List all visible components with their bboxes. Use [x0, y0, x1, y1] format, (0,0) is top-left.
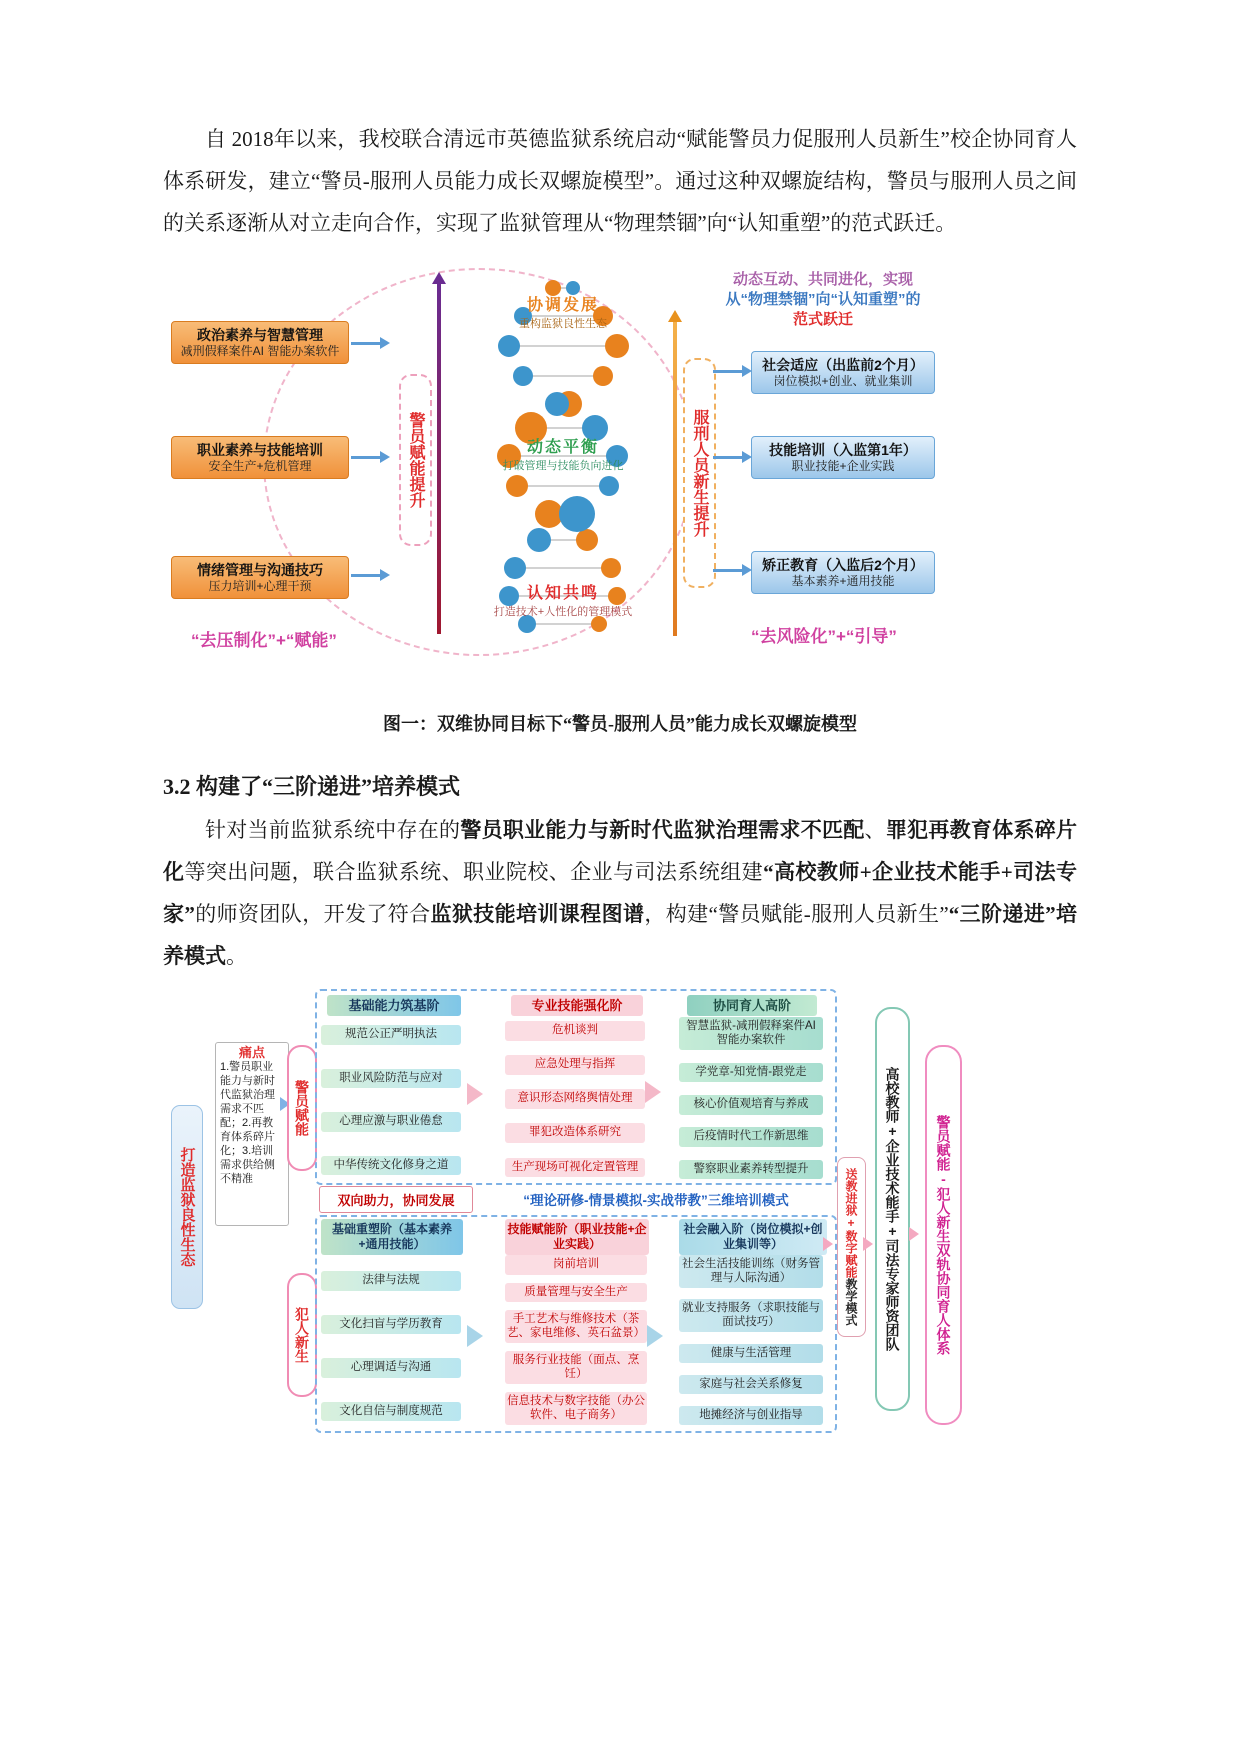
para-seg-0: 针对当前监狱系统中存在的: [205, 818, 461, 842]
bottom-stage-header-1: 基础重塑阶（基本素养+通用技能）: [321, 1219, 463, 1255]
police-axis-bar: [437, 284, 441, 634]
course-item: 中华传统文化修身之道: [321, 1156, 461, 1176]
page-content: [163, 118, 1077, 1435]
label-de-suppression: “去压制化”+“赋能”: [191, 631, 337, 650]
top-column-1: [321, 1025, 461, 1175]
course-item: 应急处理与指挥: [505, 1055, 645, 1075]
bottom-stage-header-2: 技能赋能阶（职业技能+企业实践）: [505, 1219, 649, 1255]
prisoner-axis-arrowhead: [668, 310, 682, 322]
section-3-2-heading: 3.2 构建了“三阶递进”培养模式: [163, 774, 461, 799]
pain-points-box: 痛点 1.警员职业能力与新时代监狱治理需求不匹配；2.再教育体系碎片化；3.培训需求供给侧不精准: [215, 1042, 289, 1226]
course-item: 职业风险防范与应对: [321, 1069, 461, 1089]
arrow-top-col2-col3: [645, 1081, 661, 1103]
prisoner-rebirth-label: 犯人新生: [287, 1273, 317, 1397]
course-item: 社会生活技能训练（财务管理与人际沟通）: [679, 1255, 823, 1288]
arrow-right-3: [713, 569, 743, 572]
arrow-bottom-col2-col3: [647, 1325, 663, 1347]
right-box-skill-training: 技能培训（入监第1年） 职业技能+企业实践: [751, 436, 935, 479]
para-seg-1: 警员职业能力与新时代监狱治理需求不匹配: [460, 818, 865, 842]
bottom-column-2: [505, 1255, 647, 1425]
label-de-risk: “去风险化”+“引导”: [751, 627, 897, 646]
course-item: 心理应激与职业倦怠: [321, 1112, 461, 1132]
helix-node-dynamic-balance: 动态平衡 打破管理与技能负向进化: [502, 439, 624, 472]
helix-node-coordinated-development: 协调发展 重构监狱良性生态: [519, 297, 607, 330]
prisoner-rebirth-axis-label: 服刑人员新生提升: [683, 358, 716, 588]
course-item: 文化自信与制度规范: [321, 1402, 461, 1422]
top-stage-header-3: 协同育人高阶: [687, 995, 817, 1016]
course-item: 心理调适与沟通: [321, 1358, 461, 1378]
course-item: 核心价值观培育与养成: [679, 1095, 823, 1115]
mutual-assistance-box: 双向助力，协同发展: [319, 1186, 473, 1213]
arrow-left-2: [351, 456, 381, 459]
course-item: 健康与生活管理: [679, 1344, 823, 1364]
para-seg-5: “高校教师+企业技术能手+司法专家”: [163, 860, 1078, 926]
para-seg-7: 监狱技能培训课程图谱: [430, 902, 645, 926]
para-seg-8: ，构建“警员赋能-服刑人员新生”: [644, 902, 949, 926]
bottom-stage-header-3: 社会融入阶（岗位模拟+创业集训等）: [679, 1219, 827, 1255]
course-item: 智慧监狱-减刑假释案件AI 智能办案软件: [679, 1017, 823, 1050]
figure1-top-note: 动态互动、共同进化，实现 从“物理禁锢”向“认知重塑”的 范式跃迁: [725, 271, 921, 328]
course-item: 就业支持服务（求职技能与面试技巧）: [679, 1299, 823, 1332]
course-item: 质量管理与安全生产: [505, 1283, 647, 1303]
arrow-bottom-col1-col2: [467, 1325, 483, 1347]
course-item: 警察职业素养转型提升: [679, 1160, 823, 1180]
pain-points-text: 1.警员职业能力与新时代监狱治理需求不匹配；2.再教育体系碎片化；3.培训需求供给侧不精准: [220, 1061, 275, 1185]
arrow-right-2: [713, 456, 743, 459]
arrow-left-3: [351, 574, 381, 577]
course-item: 生产现场可视化定置管理: [505, 1158, 645, 1178]
para-seg-3: 罪犯再教育体系碎片化: [163, 818, 1078, 884]
course-item: 法律与法规: [321, 1271, 461, 1291]
figure2-three-stage-model: [169, 987, 979, 1435]
arrow-to-faculty: [863, 1237, 873, 1251]
course-item: 罪犯改造体系研究: [505, 1123, 645, 1143]
course-item: 规范公正严明执法: [321, 1025, 461, 1045]
dual-track-system-box: 警员赋能-犯人新生双轨协同育人体系: [925, 1045, 962, 1425]
helix-node-cognitive-resonance: 认知共鸣 打造技术+人性化的管理模式: [493, 585, 633, 618]
three-dimension-training-text: “理论研修-情景模拟-实战带教”三维培训模式: [523, 1193, 789, 1208]
arrow-right-1: [713, 370, 743, 373]
left-box-political-literacy: 政治素养与智慧管理 减刑假释案件AI 智能办案软件: [171, 321, 349, 364]
course-item: 意识形态网络舆情处理: [505, 1089, 645, 1109]
intro-paragraph: 自 2018年以来，我校联合清远市英德监狱系统启动“赋能警员力促服刑人员新生”校企协同育人体系研发，建立“警员-服刑人员能力成长双螺旋模型”。通过这种双螺旋结构，警员与服刑人员之间的关系逐渐从对立走向合作，实现了监狱管理从“物理禁锢”向“认知重塑”的范式跃迁。: [163, 127, 1077, 235]
left-box-professional-skills: 职业素养与技能培训 安全生产+危机管理: [171, 436, 349, 479]
arrow-left-1: [351, 342, 381, 345]
top-stage-header-1: 基础能力筑基阶: [327, 995, 461, 1016]
arrow-top-col1-col2: [467, 1083, 483, 1105]
figure1-double-helix: [163, 266, 963, 666]
police-empowerment-axis-label: 警员赋能提升: [399, 374, 432, 546]
course-item: 学党章-知党情-跟党走: [679, 1063, 823, 1083]
course-item: 后疫情时代工作新思维: [679, 1127, 823, 1147]
bottom-column-1: [321, 1271, 461, 1421]
course-item: 危机谈判: [505, 1021, 645, 1041]
figure1-caption: 图一：双维协同目标下“警员-服刑人员”能力成长双螺旋模型: [383, 714, 857, 734]
delivery-mode-box: 送教进狱+数字赋能教学模式: [837, 1157, 866, 1337]
course-item: 岗前培训: [505, 1255, 647, 1275]
top-column-3: [679, 1017, 823, 1179]
course-item: 文化扫盲与学历教育: [321, 1315, 461, 1335]
para-seg-2: 、: [864, 818, 886, 842]
top-stage-header-2: 专业技能强化阶: [511, 995, 643, 1016]
para-seg-6: 的师资团队，开发了符合: [194, 902, 431, 926]
para-seg-4: 等突出问题，联合监狱系统、职业院校、企业与司法系统组建: [184, 860, 764, 884]
section-3-2-paragraph: [163, 809, 1077, 977]
right-box-corrective-education: 矫正教育（入监后2个月） 基本素养+通用技能: [751, 551, 935, 594]
course-item: 服务行业技能（面点、烹饪）: [505, 1351, 647, 1384]
right-box-social-adaptation: 社会适应（出监前2个月） 岗位模拟+创业、就业集训: [751, 351, 935, 394]
police-axis-arrowhead: [432, 272, 446, 284]
course-item: 地摊经济与创业指导: [679, 1406, 823, 1426]
course-item: 手工艺术与维修技术（茶艺、家电维修、英石盆景）: [505, 1310, 647, 1343]
goal-box: 打造监狱良性生态: [171, 1105, 203, 1309]
para-seg-9: “三阶递进”培养模式: [163, 902, 1078, 968]
bottom-column-3: [679, 1255, 823, 1425]
arrow-to-delivery-mode: [823, 1237, 833, 1251]
prisoner-axis-bar: [673, 322, 677, 636]
arrow-to-system: [909, 1227, 919, 1241]
course-item: 家庭与社会关系修复: [679, 1375, 823, 1395]
course-item: 信息技术与数字技能（办公软件、电子商务）: [505, 1392, 647, 1425]
faculty-team-box: 高校教师+企业技术能手+司法专家师资团队: [875, 1007, 910, 1411]
top-column-2: [505, 1021, 645, 1177]
left-box-emotion-management: 情绪管理与沟通技巧 压力培训+心理干预: [171, 556, 349, 599]
police-empowerment-label: 警员赋能: [287, 1045, 317, 1171]
para-seg-10: 。: [226, 944, 247, 968]
